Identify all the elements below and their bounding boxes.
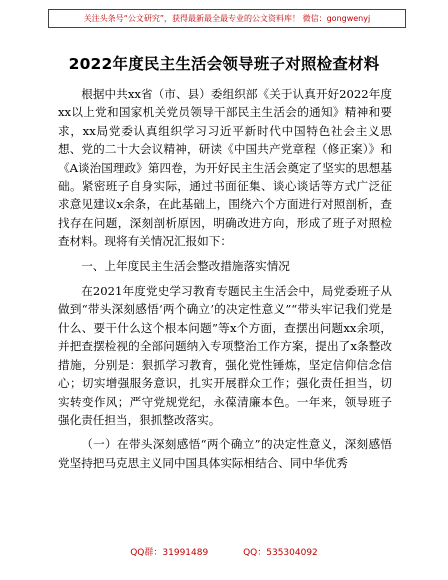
footer-contact	[0, 545, 448, 558]
qq-group-text: QQ群：31991489	[130, 548, 209, 558]
document-title: 2022年度民主生活会领导班子对照检查材料	[68, 55, 380, 73]
intro-paragraph: 根据中共xx省（市、县）委组织部《关于认真开好2022年度xx以上党和国家机关党员领导干部民主生活会的通知》精神和要求，xx局党委认真组织学习习近平新时代中国特色社会主义思想、党的二十大会议精神，研读《中国共产党章程（修正案）》和《A谈治国理政》第四卷，为开好民主生活会奠定了坚实的思想基础。紧密班子自身实际，通过书面征集、谈心谈话等方式广泛征求意见建议x余条，在此基础上，围绕六个方面进行对照剖析，查找存在问题，深刻剖析原因，明确改进方向，形成了班子对照检查材料。现将有关情况汇报如下：	[58, 87, 392, 249]
section-paragraph: 在2021年度党史学习教育专题民主生活会中，局党委班子从做到“带头深刻感悟‘两个确立’的决定性意义”“带头牢记我们党是什么、要干什么这个根本问题”等x个方面，查摆出问题xx余项，并把查摆检视的全部问题纳入专项整治工作方案，提出了x条整改措施，分别是：狠抓学习教育，强化党性锤炼，坚定信仰信念信心；切实增强服务意识，扎实开展群众工作；强化责任担当，切实转变作风；严守党规党纪，永葆清廉本色。一年来，领导班子强化责任担当，狠抓整改落实。	[58, 284, 392, 427]
subsection-paragraph: （一）在带头深刻感悟“两个确立”的决定性意义，深刻感悟党坚持把马克思主义同中国具体实际相结合、同中华优秀	[58, 437, 392, 470]
header-banner: 关注头条号“公文研究”，获得最新最全最专业的公文资料库！ 微信：gongwenyj	[48, 9, 406, 28]
section-heading: 一、上年度民主生活会整改措施落实情况	[81, 258, 290, 273]
qq-text: QQ：535304092	[243, 548, 318, 558]
document-body	[58, 85, 392, 472]
